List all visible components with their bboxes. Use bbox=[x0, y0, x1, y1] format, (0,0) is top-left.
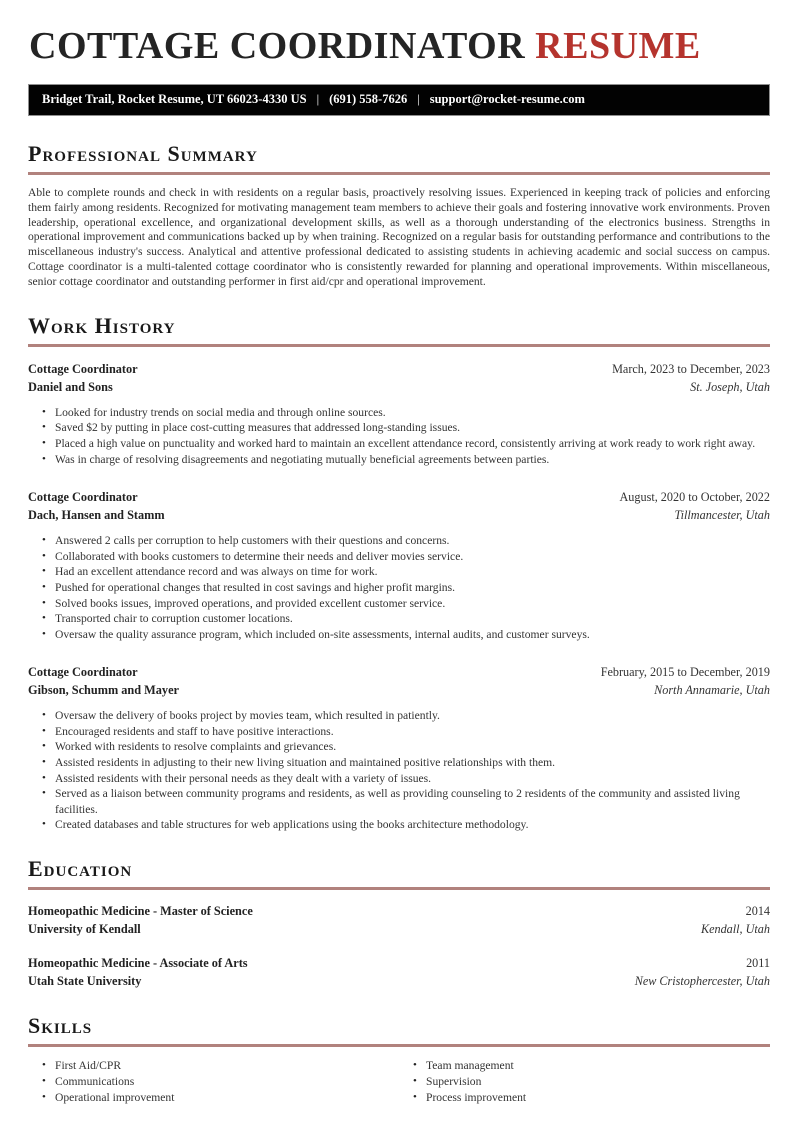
education-school: Utah State University bbox=[28, 974, 142, 989]
job-bullet: • Answered 2 calls per corruption to help customers with their questions and concerns. bbox=[55, 533, 770, 549]
section-heading-professional-summary: Professional Summary bbox=[28, 140, 258, 166]
education-year: 2011 bbox=[746, 956, 770, 971]
skill-item: • Team management bbox=[426, 1058, 770, 1074]
job-location: St. Joseph, Utah bbox=[690, 379, 770, 394]
skills-columns bbox=[28, 1049, 770, 1105]
job-bullet-list bbox=[28, 708, 770, 833]
job-entry bbox=[28, 488, 770, 642]
skills-list bbox=[399, 1058, 770, 1105]
job-bullet: • Worked with residents to resolve complaints and grievances. bbox=[55, 739, 770, 755]
education-school-row bbox=[28, 972, 770, 990]
section-rule bbox=[28, 1044, 770, 1047]
skill-item: • Communications bbox=[55, 1074, 399, 1090]
job-bullet: • Was in charge of resolving disagreements and negotiating mutually beneficial agreements between parties. bbox=[55, 452, 770, 468]
education-entry bbox=[28, 902, 770, 938]
job-location: North Annamarie, Utah bbox=[654, 683, 770, 698]
contact-phone: (691) 558-7626 bbox=[329, 91, 408, 106]
section-heading-skills: Skills bbox=[28, 1013, 93, 1039]
job-title-row bbox=[28, 488, 770, 506]
education-degree-row bbox=[28, 954, 770, 972]
skills-column bbox=[399, 1049, 770, 1105]
job-title-row bbox=[28, 360, 770, 378]
job-bullet: • Served as a liaison between community programs and residents, as well as providing counseling to 2 residents of the community and assisted living facilities. bbox=[55, 786, 770, 817]
job-bullet: • Encouraged residents and staff to have positive interactions. bbox=[55, 724, 770, 740]
job-bullet: • Had an excellent attendance record and was always on time for work. bbox=[55, 564, 770, 580]
job-bullet: • Looked for industry trends on social media and through online sources. bbox=[55, 405, 770, 421]
skill-item: • First Aid/CPR bbox=[55, 1058, 399, 1074]
job-location: Tillmancester, Utah bbox=[674, 508, 770, 523]
page-title-main: COTTAGE COORDINATOR bbox=[29, 25, 526, 67]
summary-text: Able to complete rounds and check in with residents on a regular basis, proactively resolving issues. Experienced in keeping track of policies and enforcing them fairly among residents. Recognized for motivating management team members to achieve their goals and fostering innovative work environments. Proven leadership, operational excellence, and organizational development skills, as well as a thorough understanding of the electronics business. Strengths in operational improvement and communications backed up by when training. Recognized on a regular basis for outstanding performance and contributions to the miscellaneous industry's success. Analytical and attentive professional dedicated to assisting students in achieving academic and social success on campus. Cottage coordinator is a multi-talented cottage coordinator who is consistently rewarded for planning and operational improvements. Within miscellaneous, senior cottage coordinator and outstanding performer in first aid/cpr and operational improvement. bbox=[28, 185, 770, 288]
job-bullet: • Transported chair to corruption customer locations. bbox=[55, 611, 770, 627]
job-title: Cottage Coordinator bbox=[28, 490, 138, 505]
contact-address: Bridget Trail, Rocket Resume, UT 66023-4330 US bbox=[42, 91, 307, 106]
section-education bbox=[28, 857, 770, 990]
page-title bbox=[29, 26, 770, 68]
job-bullet-list bbox=[28, 405, 770, 467]
skill-item: • Operational improvement bbox=[55, 1090, 399, 1106]
education-location: New Cristophercester, Utah bbox=[634, 974, 770, 989]
job-bullet: • Oversaw the quality assurance program, which included on-site assessments, internal audits, and customer surveys. bbox=[55, 627, 770, 643]
contact-separator: | bbox=[417, 91, 420, 106]
job-bullet-list bbox=[28, 533, 770, 642]
section-heading-education: Education bbox=[28, 856, 133, 882]
section-heading-work-history: Work History bbox=[28, 312, 176, 338]
job-bullet: • Oversaw the delivery of books project by movies team, which resulted in patiently. bbox=[55, 708, 770, 724]
contact-email: support@rocket-resume.com bbox=[429, 91, 585, 106]
job-title-row bbox=[28, 663, 770, 681]
education-degree: Homeopathic Medicine - Master of Science bbox=[28, 904, 253, 919]
education-school: University of Kendall bbox=[28, 922, 141, 937]
skill-item: • Process improvement bbox=[426, 1090, 770, 1106]
job-company: Daniel and Sons bbox=[28, 379, 113, 394]
job-dates: March, 2023 to December, 2023 bbox=[612, 361, 770, 376]
job-bullet: • Assisted residents in adjusting to their new living situation and maintained positive relationships with them. bbox=[55, 755, 770, 771]
section-rule bbox=[28, 344, 770, 347]
job-bullet: • Solved books issues, improved operations, and provided excellent customer service. bbox=[55, 596, 770, 612]
job-company-row bbox=[28, 378, 770, 396]
job-dates: February, 2015 to December, 2019 bbox=[600, 665, 770, 680]
page-title-accent: RESUME bbox=[535, 25, 701, 67]
job-bullet: • Saved $2 by putting in place cost-cutting measures that addressed long-standing issues. bbox=[55, 420, 770, 436]
job-bullet: • Pushed for operational changes that resulted in cost savings and higher profit margins. bbox=[55, 580, 770, 596]
education-degree-row bbox=[28, 902, 770, 920]
job-bullet: • Placed a high value on punctuality and worked hard to maintain an excellent attendance record, consistently arriving at work ready to work right away. bbox=[55, 436, 770, 452]
job-title: Cottage Coordinator bbox=[28, 665, 138, 680]
education-year: 2014 bbox=[745, 904, 770, 919]
section-work-history bbox=[28, 314, 770, 833]
job-dates: August, 2020 to October, 2022 bbox=[619, 490, 770, 505]
education-location: Kendall, Utah bbox=[700, 922, 770, 937]
job-company: Dach, Hansen and Stamm bbox=[28, 508, 165, 523]
section-skills bbox=[28, 1014, 770, 1105]
job-company-row bbox=[28, 506, 770, 524]
job-bullet: • Assisted residents with their personal needs as they dealt with a variety of issues. bbox=[55, 771, 770, 787]
section-rule bbox=[28, 172, 770, 175]
job-title: Cottage Coordinator bbox=[28, 361, 138, 376]
job-company: Gibson, Schumm and Mayer bbox=[28, 683, 179, 698]
job-entry bbox=[28, 663, 770, 833]
education-school-row bbox=[28, 920, 770, 938]
job-bullet: • Collaborated with books customers to determine their needs and deliver movies service. bbox=[55, 549, 770, 565]
contact-separator: | bbox=[316, 91, 320, 106]
job-company-row bbox=[28, 681, 770, 699]
section-rule bbox=[28, 887, 770, 890]
skills-column bbox=[28, 1049, 399, 1105]
contact-bar bbox=[28, 84, 770, 116]
job-bullet: • Created databases and table structures for web applications using the books architecture methodology. bbox=[55, 817, 770, 833]
job-entry bbox=[28, 360, 770, 467]
education-entry bbox=[28, 954, 770, 990]
section-professional-summary bbox=[28, 142, 770, 290]
education-degree: Homeopathic Medicine - Associate of Arts bbox=[28, 956, 248, 971]
skills-list bbox=[28, 1058, 399, 1105]
skill-item: • Supervision bbox=[426, 1074, 770, 1090]
